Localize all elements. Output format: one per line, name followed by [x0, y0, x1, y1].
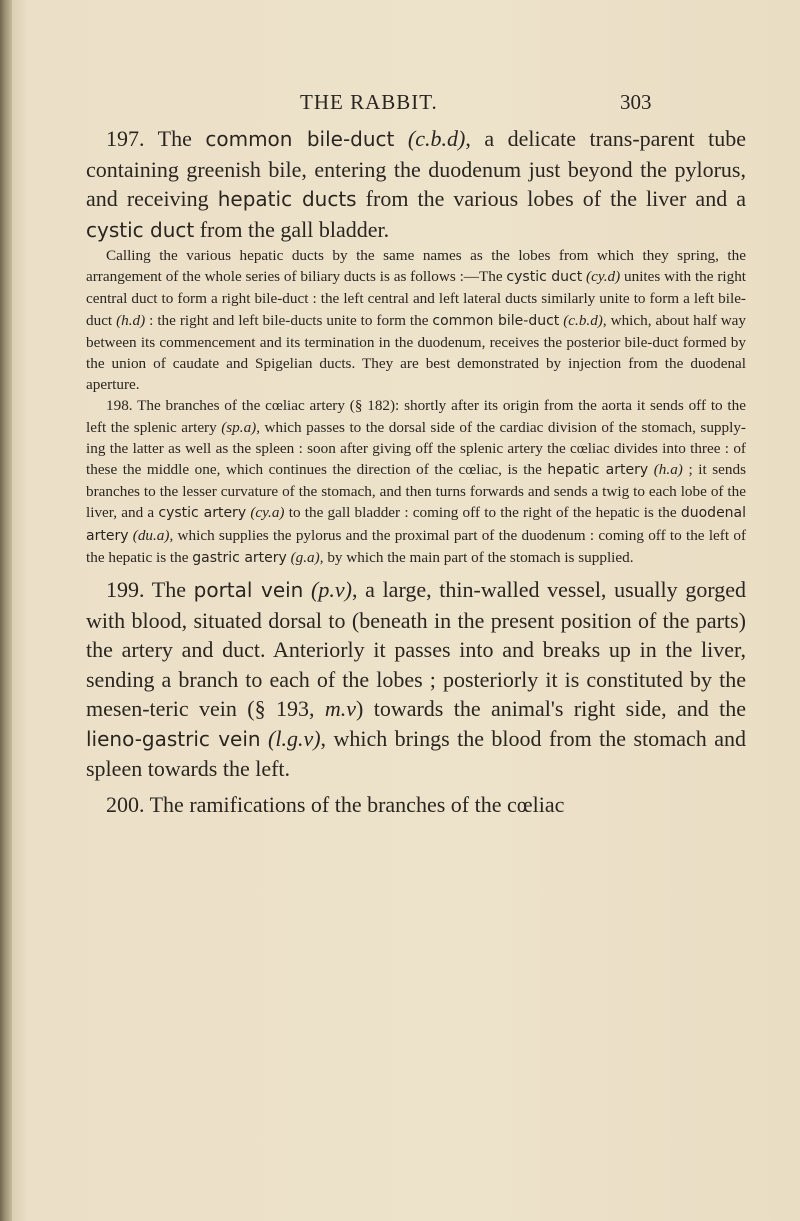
- term-hepatic-ducts: hepatic ducts: [217, 187, 357, 211]
- text: ; it sends branches to the lesser curvature of the stomach, and then turns forwards and sends a twig to each lobe of the liver, and a: [86, 461, 747, 522]
- term-common-bile-duct: common bile-duct: [432, 312, 560, 329]
- text: , a delicate trans-parent tube containing greenish bile, entering the duodenum just beyond the pylorus, and receiving: [86, 126, 747, 211]
- section-number: 200.: [106, 791, 145, 817]
- paragraph-197: [86, 124, 746, 245]
- text: , by which the main part of the stomach is supplied.: [319, 548, 634, 566]
- abbrev: (p.v): [311, 577, 352, 603]
- abbrev: (c.b.d): [563, 311, 603, 329]
- text: , which supplies the pylorus and the proximal part of the duodenum : coming off to the left of the hepatic is the: [86, 526, 746, 566]
- page-number: 303: [620, 90, 652, 114]
- text: The: [151, 577, 186, 603]
- section-number: 197.: [106, 126, 145, 151]
- abbrev: m.v: [324, 696, 356, 722]
- text: : the right and left bile-ducts unite to form the: [149, 311, 429, 329]
- text: The: [157, 126, 192, 151]
- term-cystic-artery: cystic artery: [158, 505, 247, 522]
- abbrev: (c.b.d): [407, 126, 466, 151]
- section-number: 198.: [106, 397, 133, 415]
- text: The ramifications of the branches of the cœliac: [149, 791, 565, 817]
- text: , which, about half way between its commencement and its termination in the duodenum, receives the posterior bile-duct formed by the union of caudate and Spigelian ducts. They are best demonstrated by injection from the duodenal aperture.: [86, 311, 747, 394]
- term-cystic-duct: cystic duct: [86, 217, 195, 242]
- abbrev: (h.d): [116, 311, 146, 329]
- text: Calling the various hepatic ducts by the same names as the lobes from which they spring, the arrangement of the whole series of biliary ducts is as follows :—The: [86, 247, 746, 286]
- text: , a large, thin-walled vessel, usually gorged with blood, situated dorsal to (beneath in the present position of the parts) the artery and duct. Anteriorly it passes into and breaks up in the liver, sending a branch to each of the lobes ; posteriorly it is constituted by the mesen-teric vein (§ 193,: [86, 577, 747, 722]
- text: , which passes to the dorsal side of the cardiac division of the stomach, supply-ing the latter as well as the spleen : soon after giving off the splenic artery the cœliac divides into three : of these the middle one, which continues the direction of the cœliac, is the: [86, 418, 746, 479]
- abbrev: (du.a): [132, 526, 170, 544]
- term-common-bile-duct: common bile-duct: [205, 127, 395, 151]
- abbrev: (cy.d): [586, 268, 621, 286]
- text: , which brings the blood from the stomach and spleen towards the left.: [86, 725, 746, 782]
- abbrev: (g.a): [290, 548, 320, 566]
- paragraph-198: [86, 395, 746, 569]
- page-body: [86, 124, 746, 825]
- text: unites with the right central duct to form a right bile-duct : the left central and left lateral ducts similarly unite to form a left bile-duct: [86, 268, 747, 329]
- abbrev: (h.a): [653, 461, 683, 479]
- term-hepatic-artery: hepatic artery: [547, 462, 649, 479]
- text: from the gall bladder.: [199, 216, 390, 242]
- term-lieno-gastric-vein: lieno-gastric vein: [86, 726, 261, 751]
- page-header: [0, 90, 800, 120]
- text: from the various lobes of the liver and a: [365, 186, 747, 211]
- term-duodenal-artery: duodenal artery: [86, 505, 747, 544]
- term-gastric-artery: gastric artery: [192, 549, 287, 566]
- running-head: THE RABBIT.: [300, 90, 438, 114]
- abbrev: (l.g.v): [268, 725, 321, 751]
- paragraph-197-note: [86, 245, 746, 395]
- section-number: 199.: [106, 577, 145, 603]
- abbrev: (sp.a): [221, 418, 257, 436]
- text: The branches of the cœliac artery (§ 182): shortly after its origin from the aorta it sends off to the left the splenic artery: [86, 397, 746, 436]
- term-cystic-duct: cystic duct: [506, 269, 583, 286]
- book-gutter-edge: [0, 0, 12, 1221]
- paragraph-199: [86, 575, 746, 784]
- abbrev: (cy.a): [250, 504, 285, 522]
- text: ) towards the animal's right side, and the: [356, 696, 747, 722]
- paragraph-200: [86, 790, 746, 820]
- text: to the gall bladder : coming off to the right of the hepatic is the: [288, 504, 677, 522]
- term-portal-vein: portal vein: [193, 578, 304, 603]
